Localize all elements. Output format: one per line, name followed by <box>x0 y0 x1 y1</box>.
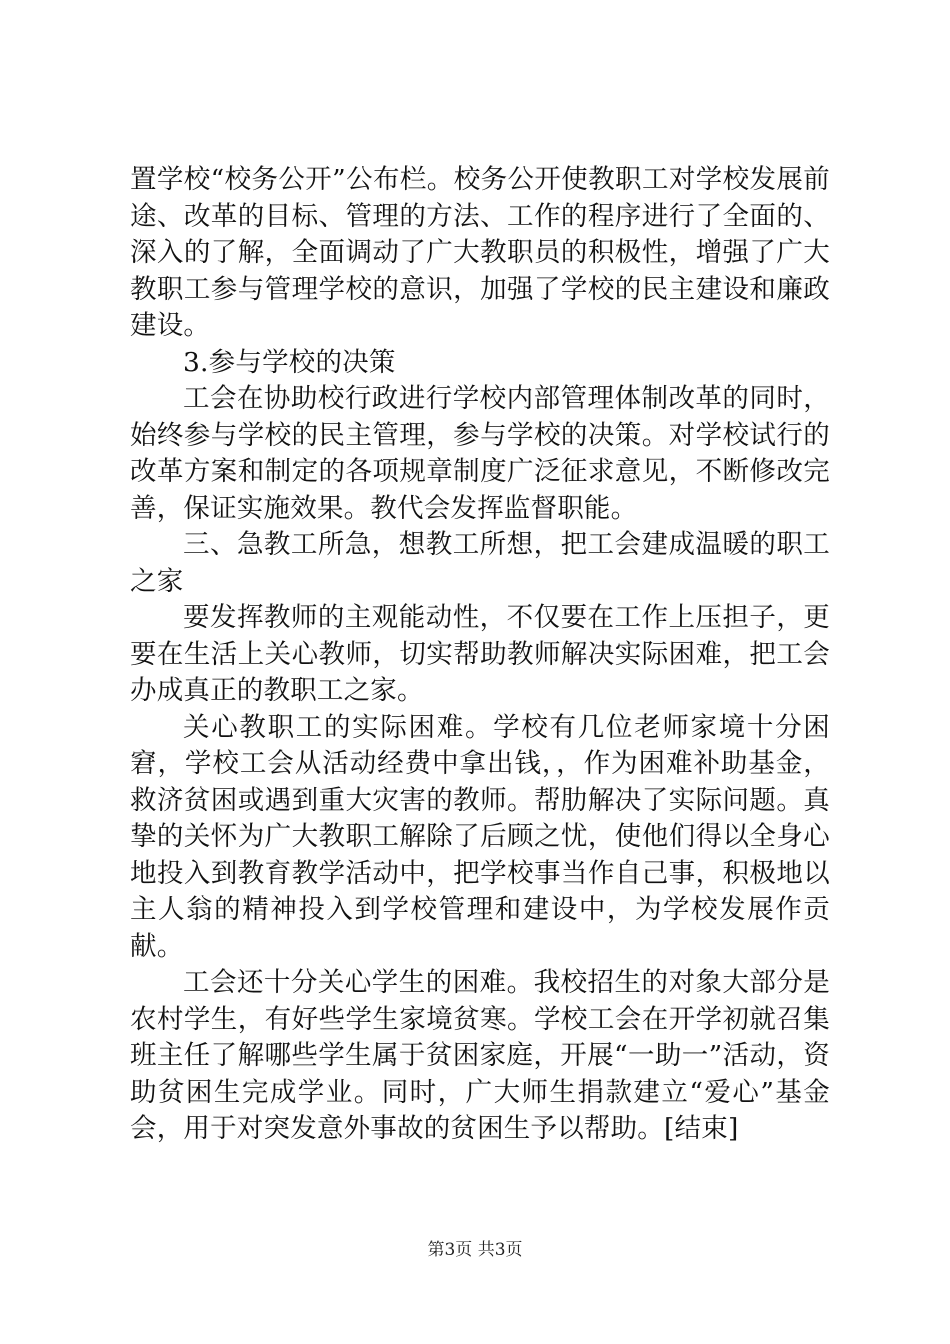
paragraph-student-difficulties: 工会还十分关心学生的困难。我校招生的对象大部分是农村学生，有好些学生家境贫寒。学校工会在开学初就召集班主任了解哪些学生属于贫困家庭，开展“一助一”活动，资助贫困生完成学业。同时，广大师生捐款建立“爱心”基金会，用于对突发意外事故的贫困生予以帮助。[结束] <box>130 967 830 1144</box>
heading-section-three: 三、急教工所急，想教工所想，把工会建成温暖的职工之家 <box>130 529 830 597</box>
paragraph-union-management: 工会在协助校行政进行学校内部管理体制改革的同时，始终参与学校的民主管理，参与学校的决策。对学校试行的改革方案和制定的各项规章制度广泛征求意见，不断修改完善，保证实施效果。教代会发挥监督职能。 <box>130 383 830 524</box>
document-body <box>130 162 830 1148</box>
paragraph-staff-difficulties: 关心教职工的实际困难。学校有几位老师家境十分困窘，学校工会从活动经费中拿出钱，，作为困难补助基金，救济贫困或遇到重大灾害的教师。帮肋解决了实际问题。真挚的关怀为广大教职工解除了后顾之忧，使他们得以全身心地投入到教育教学活动中，把学校事当作自己事，积极地以主人翁的精神投入到学校管理和建设中，为学校发展作贡献。 <box>130 711 830 962</box>
paragraph-bulletin-board: 置学校“校务公开”公布栏。校务公开使教职工对学校发展前途、改革的目标、管理的方法、工作的程序进行了全面的、深入的了解，全面调动了广大教职员的积极性，增强了广大教职工参与管理学校的意识，加强了学校的民主建设和廉政建设。 <box>130 164 830 341</box>
paragraph-teacher-motivation: 要发挥教师的主观能动性，不仅要在工作上压担子，更要在生活上关心教师，切实帮助教师解决实际困难，把工会办成真正的教职工之家。 <box>130 602 830 706</box>
heading-decision-participation: 3.参与学校的决策 <box>183 346 396 378</box>
page-number-footer: 第3页 共3页 <box>427 1240 523 1260</box>
